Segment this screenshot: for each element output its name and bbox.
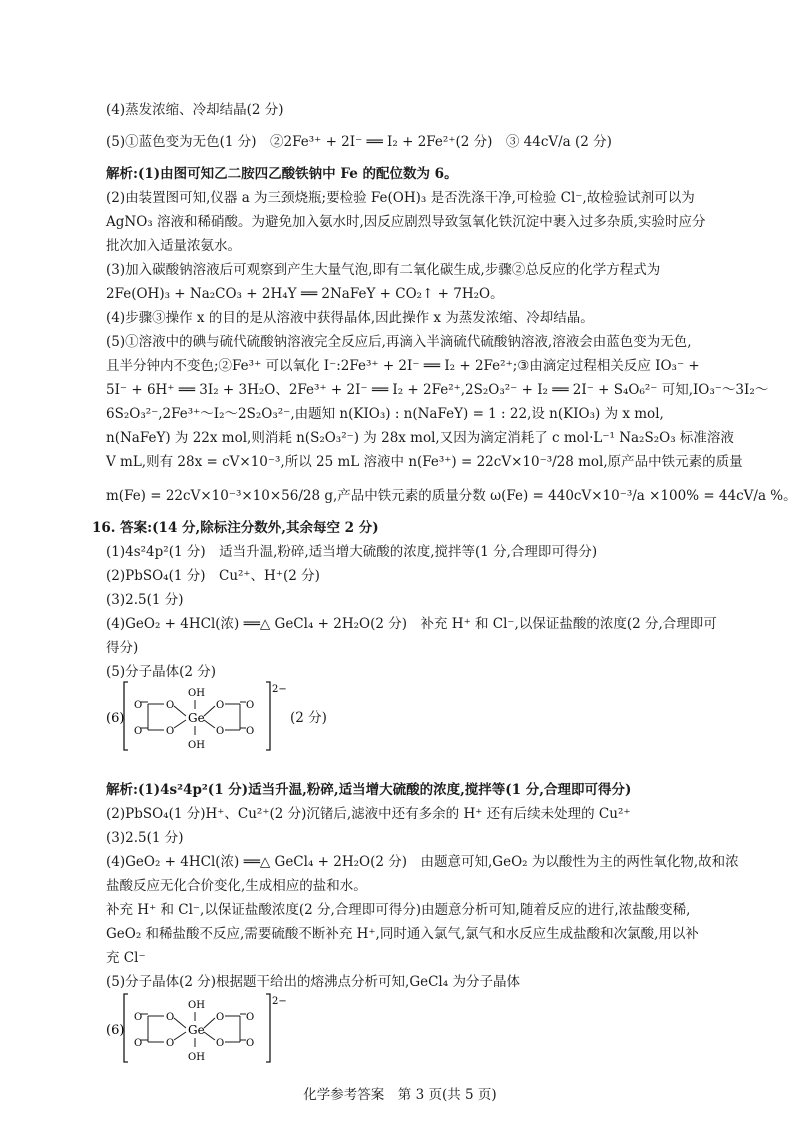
- svg-text:O: O: [216, 700, 225, 711]
- svg-text:O: O: [134, 1038, 143, 1049]
- text-line: (4)步骤③操作 x 的目的是从溶液中获得晶体,因此操作 x 为蒸发浓缩、冷却结晶。: [106, 310, 594, 326]
- svg-text:O: O: [134, 726, 143, 737]
- text-line: m(Fe) = 22cV×10⁻³×10×56/28 g,产品中铁元素的质量分数 ω(Fe) = 440cV×10⁻³/a ×100% = 44cV/a %。: [106, 488, 797, 504]
- svg-text:OH: OH: [188, 688, 205, 699]
- svg-text:O: O: [246, 726, 255, 737]
- text-line: 盐酸反应无化合价变化,生成相应的盐和水。: [106, 878, 367, 894]
- text-line: 5I⁻ + 6H⁺ ══ 3I₂ + 3H₂O、2Fe³⁺ + 2I⁻ ══ I₂ + 2Fe²⁺,2S₂O₃²⁻ + I₂ ══ 2I⁻ + S₄O₆²⁻ 可知,IO₃⁻～3I₂～: [106, 382, 769, 398]
- svg-text:OH: OH: [188, 1000, 205, 1011]
- svg-text:OH: OH: [188, 740, 205, 751]
- germanium-atom: Ge: [188, 711, 205, 725]
- text-line: 得分): [106, 640, 139, 656]
- svg-text:(6): (6): [106, 1023, 125, 1038]
- text-line: AgNO₃ 溶液和稀硝酸。为避免加入氨水时,因反应剧烈导致氢氧化铁沉淀中裹入过多杂质,实验时应分: [106, 214, 706, 230]
- svg-text:O: O: [216, 1038, 225, 1049]
- svg-text:O: O: [166, 1012, 175, 1023]
- text-line: GeO₂ 和稀盐酸不反应,需要硫酸不断补充 H⁺,同时通入氯气,氯气和水反应生成盐酸和次氯酸,用以补: [106, 926, 699, 942]
- svg-text:O: O: [134, 1012, 143, 1023]
- text-line: (3)加入碳酸钠溶液后可观察到产生大量气泡,即有二氧化碳生成,步骤②总反应的化学方程式为: [106, 262, 661, 278]
- text-line: (5)分子晶体(2 分): [106, 664, 217, 680]
- svg-text:Ge: Ge: [188, 1023, 205, 1037]
- svg-text:O: O: [166, 726, 175, 737]
- svg-text:O: O: [166, 1038, 175, 1049]
- text-line: (1)4s²4p²(1 分) 适当升温,粉碎,适当增大硫酸的浓度,搅拌等(1 分,合理即可得分): [106, 544, 598, 560]
- svg-text:O: O: [246, 1038, 255, 1049]
- analysis-line: 解析:(1)由图可知乙二胺四乙酸铁钠中 Fe 的配位数为 6。: [106, 166, 458, 182]
- text-line: 且半分钟内不变色;②Fe³⁺ 可以氧化 I⁻:2Fe³⁺ + 2I⁻ ══ I₂ + 2Fe²⁺;③由滴定过程相关反应 IO₃⁻ +: [106, 358, 700, 374]
- text-line: (2)PbSO₄(1 分) Cu²⁺、H⁺(2 分): [106, 568, 320, 584]
- text-line: (2)由装置图可知,仪器 a 为三颈烧瓶;要检验 Fe(OH)₃ 是否洗涤干净,可检验 Cl⁻,故检验试剂可以为: [106, 190, 695, 206]
- svg-text:O: O: [166, 700, 175, 711]
- text-line: n(NaFeY) 为 22x mol,则消耗 n(S₂O₃²⁻) 为 28x mol,又因为滴定消耗了 c mol·L⁻¹ Na₂S₂O₃ 标准溶液: [106, 430, 734, 446]
- svg-text:O: O: [216, 726, 225, 737]
- text-line: (5)分子晶体(2 分)根据题干给出的熔沸点分析可知,GeCl₄ 为分子晶体: [106, 974, 520, 990]
- svg-text:O: O: [246, 1012, 255, 1023]
- text-line: (3)2.5(1 分): [106, 830, 184, 846]
- analysis-line: 解析:(1)4s²4p²(1 分)适当升温,粉碎,适当增大硫酸的浓度,搅拌等(1 分,合理即可得分): [106, 782, 632, 798]
- text-line: (3)2.5(1 分): [106, 592, 184, 608]
- germanium-complex-structure: [104, 990, 287, 1070]
- svg-text:O: O: [134, 700, 143, 711]
- equation-line: 2Fe(OH)₃ + Na₂CO₃ + 2H₄Y ══ 2NaFeY + CO₂↑ + 7H₂O。: [106, 286, 504, 302]
- svg-text:2−: 2−: [272, 996, 287, 1007]
- svg-text:O: O: [216, 1012, 225, 1023]
- text-line: (5)①蓝色变为无色(1 分) ②2Fe³⁺ + 2I⁻ ══ I₂ + 2Fe²⁺(2 分) ③ 44cV/a (2 分): [106, 134, 612, 150]
- score-note: (2 分): [290, 710, 327, 726]
- page-footer: 化学参考答案 第 3 页(共 5 页): [303, 1087, 497, 1103]
- question-16-heading: 16. 答案:(14 分,除标注分数外,其余每空 2 分): [92, 520, 379, 536]
- svg-text:OH: OH: [188, 1052, 205, 1063]
- text-line: V mL,则有 28x = cV×10⁻³,所以 25 mL 溶液中 n(Fe³⁺) = 22cV×10⁻³/28 mol,原产品中铁元素的质量: [106, 454, 743, 470]
- structure-label: (6): [106, 711, 125, 726]
- text-line: 充 Cl⁻: [106, 950, 146, 966]
- charge: 2−: [272, 684, 287, 695]
- text-line: (2)PbSO₄(1 分)H⁺、Cu²⁺(2 分)沉锗后,滤液中还有多余的 H⁺ 还有后续未处理的 Cu²⁺: [106, 806, 631, 822]
- text-line: 补充 H⁺ 和 Cl⁻,以保证盐酸浓度(2 分,合理即可得分)由题意分析可知,随着反应的进行,浓盐酸变稀,: [106, 902, 691, 918]
- text-line: 批次加入适量浓氨水。: [106, 238, 241, 254]
- germanium-complex-structure: [104, 678, 287, 758]
- equation-line: (4)GeO₂ + 4HCl(浓) ══△ GeCl₄ + 2H₂O(2 分) 补充 H⁺ 和 Cl⁻,以保证盐酸的浓度(2 分,合理即可: [106, 616, 717, 632]
- text-line: 6S₂O₃²⁻,2Fe³⁺～I₂～2S₂O₃²⁻,由题知 n(KIO₃) : n(NaFeY) = 1 : 22,设 n(KIO₃) 为 x mol,: [106, 406, 664, 422]
- text-line: (5)①溶液中的碘与硫代硫酸钠溶液完全反应后,再滴入半滴硫代硫酸钠溶液,溶液会由蓝色变为无色,: [106, 334, 692, 350]
- equation-line: (4)GeO₂ + 4HCl(浓) ══△ GeCl₄ + 2H₂O(2 分) 由题意可知,GeO₂ 为以酸性为主的两性氧化物,故和浓: [106, 854, 739, 870]
- text-line: (4)蒸发浓缩、冷却结晶(2 分): [106, 102, 284, 118]
- svg-text:O: O: [246, 700, 255, 711]
